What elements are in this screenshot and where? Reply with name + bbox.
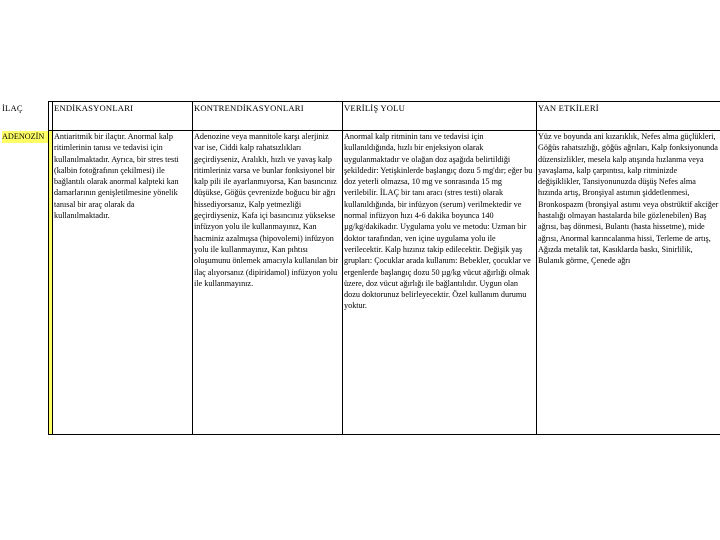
- cell-route: [343, 131, 537, 435]
- cell-contraindications: [193, 131, 343, 435]
- header-contraindications: [193, 102, 343, 131]
- header-route: [343, 102, 537, 131]
- table-header-row: [49, 102, 720, 131]
- header-contraindications-label: KONTRENDİKASYONLARI: [194, 103, 304, 113]
- side-effects-text: Yüz ve boyunda ani kızarıklık, Nefes alma güçlükleri, Göğüs rahatsızlığı, göğüs ağrıları, Kalp fonksiyonunda düzensizlikler, mesela kalp atışında hızlanma veya yavaşlama, kalp çarpıntısı, kalp ritminizde değişiklikler, Tansiyonunuzda düşüş Nefes alma hızında artış, Bronşiyal astımın şiddetlenmesi, Bronkospazm (bronşiyal astımı veya obstrüktif akciğer hastalığı olmayan hastalarda bile gözlenebilen) Baş ağrısı, baş dönmesi, Bulantı (hasta hissetme), mide ağrısı, Anormal karıncalanma hissi, Terleme de artış, Ağızda metalik tat, Kasıklarda baskı, Sinirlilik, Bulanık görme, Çenede ağrı: [538, 132, 719, 266]
- drug-name-text: ADENOZİN: [2, 131, 48, 143]
- indications-text: Antiaritmik bir ilaçtır. Anormal kalp ritimlerinin tanısı ve tedavisi için kullanılmaktadır. Ayrıca, bir stres testi (kalbin fotoğrafının çekilmesi) ile bağlantılı olarak anormal kalpteki kan damarlarının genişletilmesine yönelik tanısal bir araç olarak da kullanılmaktadır.: [54, 132, 179, 221]
- header-drug-label: İLAÇ: [2, 103, 23, 113]
- cell-indications: [53, 131, 193, 435]
- table-row: [49, 131, 720, 435]
- contraindications-text: Adenozine veya mannitole karşı alerjiniz var ise, Ciddi kalp rahatsızlıkları geçirdiyseniz, Aralıklı, hızlı ve yavaş kalp ritimleriniz varsa ve bunlar fonksiyonel bir kalp pili ile ayarlanmıyorsa, Kan basıncınız düşükse, Göğüs çevrenizde boğucu bir ağrı hissediyorsanız, Kalp yetmezliği geçirdiyseniz, Kafa içi basıncınız yüksekse infüzyon yolu ile kullanmayınız, Kan hacminiz azalmışsa (hipovolemi) infüzyon yolu ile kullanmayınız, Kan pıhtısı oluşumunu önlemek amacıyla kullanılan bir ilaç alıyorsanız (dipiridamol) infüzyon yolu ile kullanmayınız.: [194, 132, 339, 288]
- header-route-label: VERİLİŞ YOLU: [344, 103, 406, 113]
- header-side-effects-label: YAN ETKİLERİ: [538, 103, 599, 113]
- cell-side-effects: [537, 131, 720, 435]
- header-indications: [53, 102, 193, 131]
- header-indications-label: ENDİKASYONLARI: [54, 103, 134, 113]
- route-text: Anormal kalp ritminin tanı ve tedavisi için kullanıldığında, hızlı bir enjeksiyon olarak uygulanmaktadır ve olağan doz aşağıda belirtildiği şekildedir: Yetişkinlerde başlangıç dozu 5 mg'dır; eğer bu doz yeterli olmazsa, 10 mg ve sonrasında 15 mg verilebilir. İLAÇ bir tanı aracı (stres testi) olarak kullanıldığında, bir infüzyon (serum) verilmektedir ve normal infüzyon hızı 4-6 dakika boyunca 140 µg/kg/dakikadır. Uygulama yolu ve metodu: Uzman bir doktor tarafından, ven içine uygulama yolu ile verilecektir. Kalp hızınız takip edilecektir. Değişik yaş grupları: Çocuklar arada kullanım: Bebekler, çocuklar ve ergenlerde başlangıç dozu 50 µg/kg vücut ağırlığı olmak üzere, doz vücut ağırlığı ile bağlantılıdır. Uygun olan dozu doktorunuz belirleyecektir. Özel kullanım durumu yoktur.: [344, 132, 533, 311]
- header-side-effects: [537, 102, 720, 131]
- drug-info-table: [2, 101, 720, 435]
